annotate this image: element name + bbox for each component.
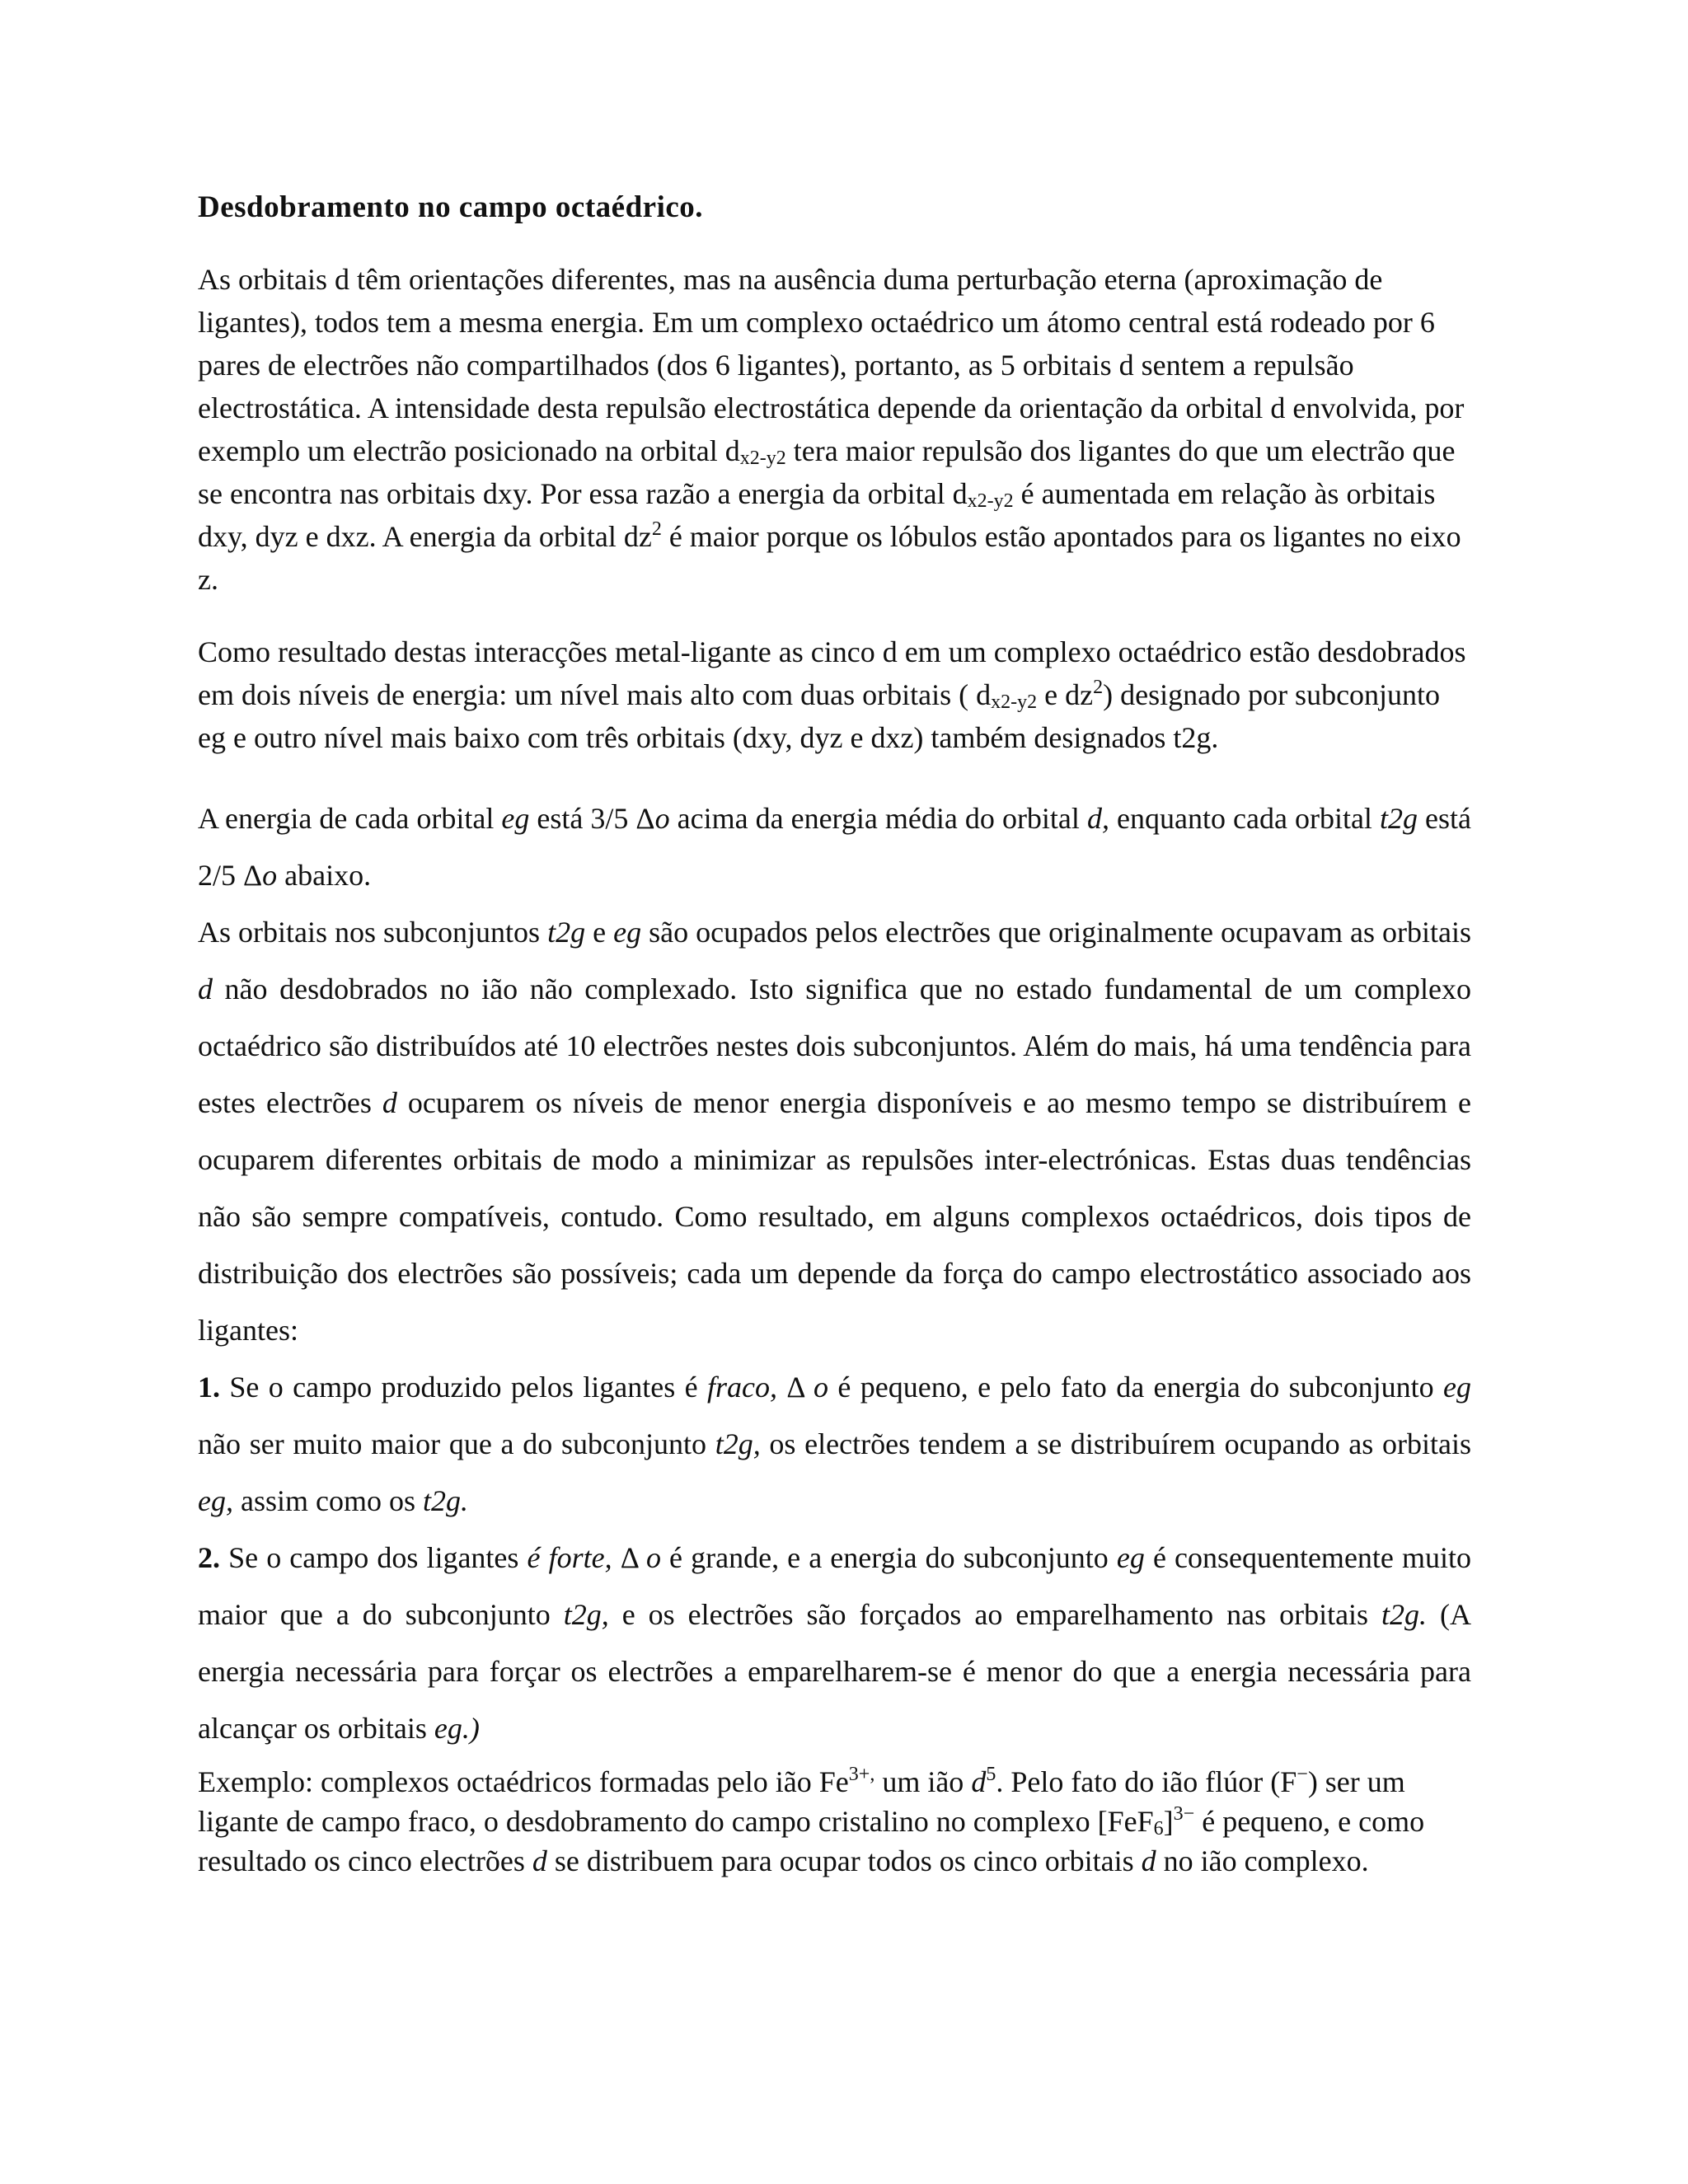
text-run: Exemplo: complexos octaédricos formadas pelo ião Fe [198,1765,849,1798]
italic-term: eg [1116,1541,1145,1574]
text-run: e [585,916,614,949]
text-run: é pequeno, e como resultado os cinco electrões [198,1805,1425,1877]
text-run: . Pelo fato do ião flúor (F [996,1765,1297,1798]
subscript: x2-y2 [967,490,1014,512]
text-run: é pequeno, e pelo fato da energia do subconjunto [828,1371,1444,1404]
text-run: é aumentada em relação às orbitais dxy, dyz e dxz. A energia da orbital dz [198,477,1436,553]
italic-term: d [971,1765,987,1798]
text-run: ] [1163,1805,1174,1838]
italic-term: d [532,1844,547,1877]
text-run: e os electrões são forçados ao emparelhamento nas orbitais [608,1598,1382,1631]
text-run: acima da energia média do orbital [669,802,1087,835]
text-run: As orbitais nos subconjuntos [198,916,548,949]
text-run: são ocupados pelos electrões que originalmente ocupavam as orbitais [641,916,1471,949]
subscript: x2-y2 [739,448,786,469]
text-run: Δ [612,1541,646,1574]
list-item-weak-field [198,1359,1471,1530]
italic-term: d [1141,1844,1156,1877]
document-title: Desdobramento no campo octaédrico. [198,190,704,224]
text-run: ) designado por subconjunto eg e outro nível mais baixo com três orbitais (dxy, dyz e dxz) também designados t2g. [198,678,1441,754]
italic-term: o [645,1541,661,1574]
superscript: 2 [651,518,662,540]
italic-term: t2g, [715,1427,761,1460]
text-run: Se o campo dos ligantes [220,1541,528,1574]
text-run: Δ [777,1371,814,1404]
text-run: não desdobrados no ião não complexado. Isto significa que no estado fundamental de um complexo octaédrico são distribuídos até 10 electrões nestes dois subconjuntos. Além do mais, há uma tendência para estes electrões [198,972,1471,1119]
text-run: ocuparem os níveis de menor energia disponíveis e ao mesmo tempo se distribuírem e ocuparem diferentes orbitais de modo a minimizar as repulsões inter-electrónicas. Estas duas tendências não são sempre compatíveis, contudo. Como resultado, em alguns complexos octaédricos, dois tipos de distribuição dos electrões são possíveis; cada um depende da força do campo electrostático associado aos ligantes: [198,1086,1471,1347]
italic-term: d, [1086,802,1109,835]
italic-term: o [654,802,670,835]
document-page [198,190,1484,1881]
superscript: − [1296,1764,1308,1785]
text-run: no ião complexo. [1156,1844,1369,1877]
text-run: se distribuem para ocupar todos os cinco orbitais [546,1844,1142,1877]
italic-term: d [382,1086,397,1119]
italic-term: t2g, [563,1598,609,1631]
text-run: tera maior repulsão dos ligantes do que um electrão que se encontra nas orbitais dxy. Por essa razão a energia da orbital d [198,434,1456,510]
paragraph-energy-splitting [198,790,1471,904]
superscript: 2 [1093,677,1104,698]
italic-term: d [198,972,213,1005]
subscript: x2-y2 [991,691,1038,713]
italic-term: o [813,1371,828,1404]
superscript: 5 [986,1764,996,1785]
text-run: não ser muito maior que a do subconjunto [198,1427,715,1460]
text-run: e dz [1037,678,1094,711]
text-run: enquanto cada orbital [1109,802,1380,835]
text-run: é grande, e a energia do subconjunto [660,1541,1117,1574]
subscript: 6 [1153,1818,1164,1840]
italic-term: eg.) [434,1712,480,1745]
italic-term: t2g [1379,802,1418,835]
text-run: (A energia necessária para forçar os electrões a emparelharem-se é menor do que a energia necessária para alcançar os orbitais [198,1598,1471,1745]
text-run: A energia de cada orbital [198,802,502,835]
text-run: os electrões tendem a se distribuírem ocupando as orbitais [760,1427,1471,1460]
paragraph-orbital-orientation [198,258,1471,601]
italic-term: eg [501,802,530,835]
text-run: ) ser um ligante de campo fraco, o desdobramento do campo cristalino no complexo [FeF [198,1765,1405,1838]
italic-term: é forte, [527,1541,612,1574]
italic-term: fraco, [707,1371,778,1404]
paragraph-subsets-occupation [198,904,1471,1359]
superscript: 3− [1173,1803,1195,1825]
list-item-strong-field [198,1530,1471,1757]
italic-term: eg [613,916,642,949]
text-run: está 2/5 Δ [198,802,1471,892]
text-run: um ião [874,1765,972,1798]
italic-term: eg, [198,1484,233,1517]
superscript: 3+, [848,1764,875,1785]
text-run: Como resultado destas interacções metal-ligante as cinco d em um complexo octaédrico estão desdobrados em dois níveis de energia: um nível mais alto com duas orbitais ( d [198,635,1466,711]
text-run: é maior porque os lóbulos estão apontados para os ligantes no eixo z. [198,520,1461,596]
paragraph-energy-levels [198,630,1471,759]
italic-term: o [262,859,278,892]
paragraph-example [198,1762,1471,1881]
list-number: 1. [198,1371,220,1404]
text-run: está 3/5 Δ [529,802,655,835]
italic-term: t2g [547,916,586,949]
italic-term: t2g. [1381,1598,1428,1631]
text-run: assim como os [232,1484,423,1517]
text-run: abaixo. [277,859,372,892]
text-run: As orbitais d têm orientações diferentes, mas na ausência duma perturbação eterna (aproximação de ligantes), todos tem a mesma energia. Em um complexo octaédrico um átomo central está rodeado por 6 pares de electrões não compartilhados (dos 6 ligantes), portanto, as 5 orbitais d sentem a repulsão electrostática. A intensidade desta repulsão electrostática depende da orientação da orbital d envolvida, por exemplo um electrão posicionado na orbital d [198,263,1465,467]
list-number: 2. [198,1541,220,1574]
italic-term: t2g. [422,1484,468,1517]
text-run: Se o campo produzido pelos ligantes é [220,1371,708,1404]
text-run: é consequentemente muito maior que a do subconjunto [198,1541,1471,1631]
italic-term: eg [1443,1371,1471,1404]
